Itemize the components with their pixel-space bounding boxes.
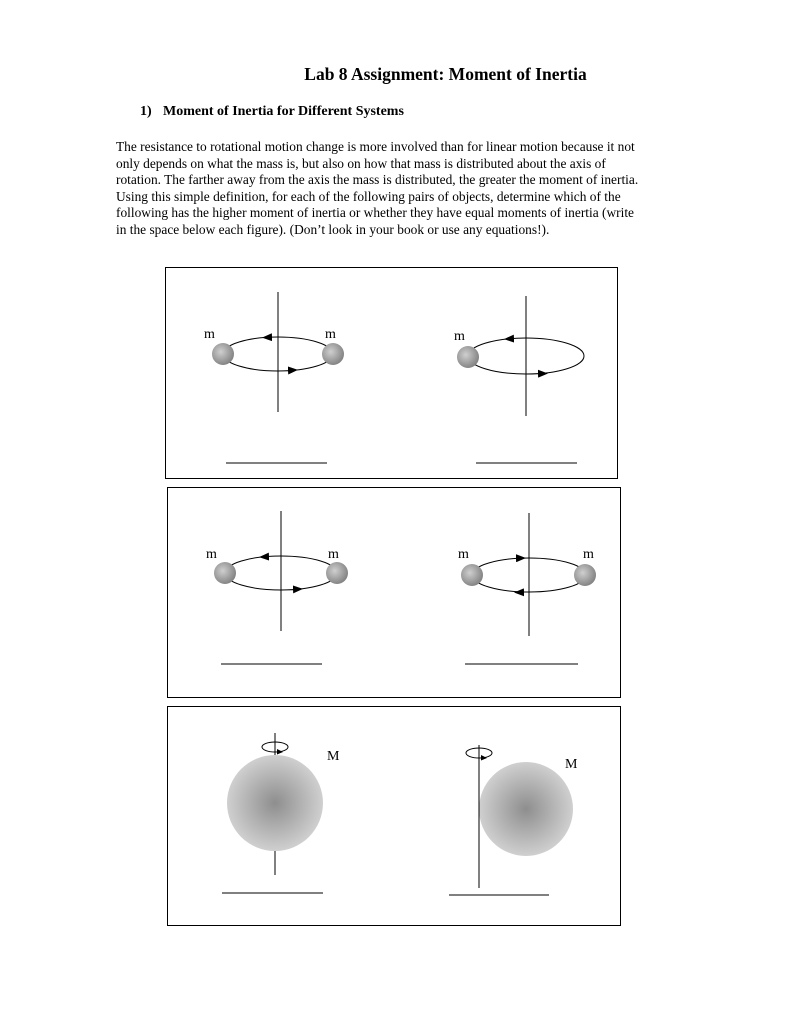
mass-label: m: [325, 327, 336, 342]
paragraph-line: in the space below each figure). (Don’t look in your book or use any equations!).: [116, 221, 550, 237]
mass-label: m: [206, 547, 217, 562]
page-title: Lab 8 Assignment: Moment of Inertia: [304, 64, 587, 84]
paragraph-line: only depends on what the mass is, but also on how that mass is distributed about the axis of: [116, 155, 606, 171]
rotation-arrowhead: [481, 755, 487, 761]
solid-sphere: [479, 762, 573, 856]
rotation-arrowhead: [277, 749, 283, 755]
paragraph-line: rotation. The farther away from the axis the mass is distributed, the greater the moment of inertia.: [116, 172, 639, 188]
point-mass: [322, 343, 344, 365]
point-mass: [214, 562, 236, 584]
mass-label: m: [458, 547, 469, 562]
point-mass: [574, 564, 596, 586]
big-mass-label: M: [327, 749, 340, 764]
point-mass: [212, 343, 234, 365]
instructions-paragraph: [116, 139, 678, 239]
panel-3-drawing: [168, 707, 622, 927]
big-mass-label: M: [565, 757, 578, 772]
section-heading: [140, 104, 404, 120]
mass-label: m: [583, 547, 594, 562]
point-mass: [461, 564, 483, 586]
paragraph-line: Using this simple definition, for each of the following pairs of objects, determine which of the: [116, 188, 621, 204]
section-title: Moment of Inertia for Different Systems: [163, 104, 404, 119]
panel-1-drawing: [166, 268, 619, 480]
section-number: 1): [140, 104, 152, 119]
point-mass: [457, 346, 479, 368]
panel-2-drawing: [168, 488, 622, 699]
mass-label: m: [204, 327, 215, 342]
figure-panel-2: [167, 487, 621, 698]
figure-panel-3: [167, 706, 621, 926]
figure-panel-1: [165, 267, 618, 479]
mass-label: m: [454, 329, 465, 344]
point-mass: [326, 562, 348, 584]
paragraph-line: following has the higher moment of inertia or whether they have equal moments of inertia (write: [116, 205, 634, 221]
mass-label: m: [328, 547, 339, 562]
paragraph-line: The resistance to rotational motion change is more involved than for linear motion because it not: [116, 139, 635, 154]
solid-sphere: [227, 755, 323, 851]
